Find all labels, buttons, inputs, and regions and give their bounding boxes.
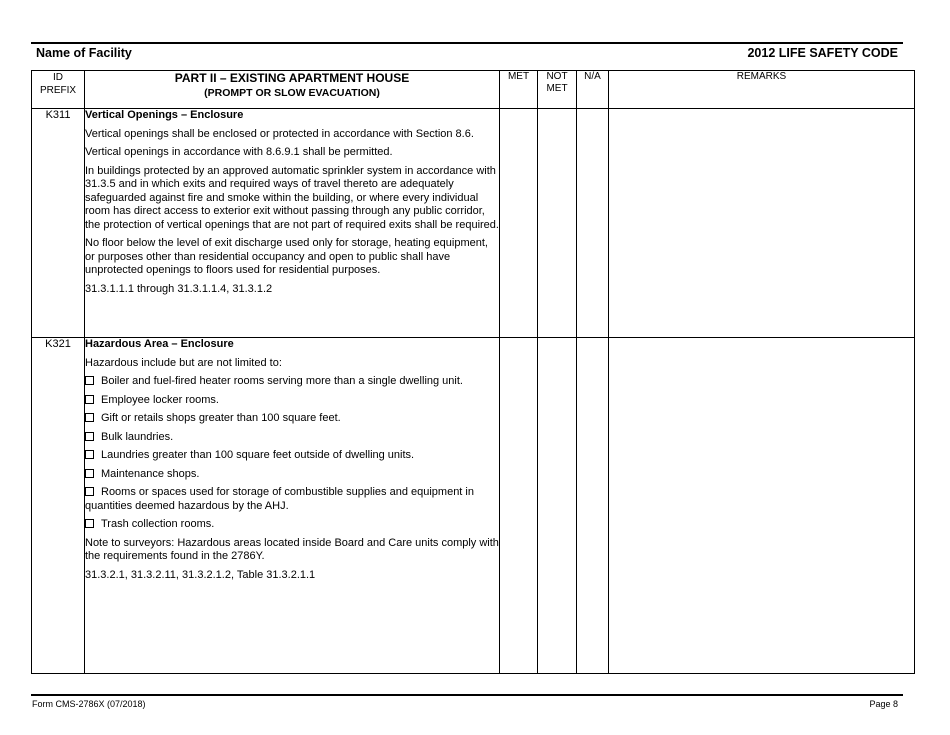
surveyor-note: Note to surveyors: Hazardous areas located inside Board and Care units comply with the requirements found in the 2786Y. — [85, 536, 499, 562]
requirement-text: No floor below the level of exit discharge used only for storage, heating equipment, or purposes other than residential occupancy and open to public shall have unprotected openings to floors used for residential purposes. — [85, 237, 488, 276]
checkbox[interactable] — [85, 413, 94, 422]
part-title: PART II – EXISTING APARTMENT HOUSE — [174, 71, 410, 85]
facility-name-label: Name of Facility — [36, 46, 132, 60]
checklist-item-label: Rooms or spaces used for storage of combustible supplies and equipment in quantities deemed hazardous by the AHJ. — [85, 486, 474, 512]
checklist-item — [85, 394, 499, 408]
code-reference: 31.3.2.1, 31.3.2.11, 31.3.2.1.2, Table 31.3.2.1.1 — [85, 568, 316, 581]
not-met-cell[interactable] — [538, 109, 577, 338]
remarks-cell[interactable] — [609, 109, 915, 338]
checklist-item — [85, 431, 499, 445]
checkbox[interactable] — [85, 432, 94, 441]
page-header — [31, 46, 903, 61]
met-cell[interactable] — [500, 338, 538, 674]
requirement-title: Vertical Openings – Enclosure — [85, 109, 244, 121]
code-reference: 31.3.1.1.1 through 31.3.1.1.4, 31.3.1.2 — [85, 282, 273, 295]
checklist-item-label: Laundries greater than 100 square feet outside of dwelling units. — [101, 449, 415, 461]
header-rule — [31, 42, 903, 44]
footer-rule — [31, 694, 903, 696]
checklist-item — [85, 518, 499, 532]
table-row-k311 — [32, 109, 915, 338]
checklist-item — [85, 375, 499, 389]
table-row-k321 — [32, 338, 915, 674]
checklist-item — [85, 486, 499, 513]
checkbox[interactable] — [85, 376, 94, 385]
checklist-item-label: Maintenance shops. — [101, 467, 200, 480]
requirement-cell — [85, 109, 500, 338]
requirement-title: Hazardous Area – Enclosure — [85, 338, 234, 350]
checklist-item-label: Bulk laundries. — [101, 430, 174, 443]
table-header-row — [32, 71, 915, 109]
na-cell[interactable] — [577, 109, 609, 338]
checklist-item-label: Gift or retails shops greater than 100 square feet. — [101, 412, 341, 424]
remarks-cell[interactable] — [609, 338, 915, 674]
form-number-label: Form CMS-2786X (07/2018) — [32, 699, 146, 709]
checklist-item-label: Boiler and fuel-fired heater rooms serving more than a single dwelling unit. — [101, 375, 463, 387]
page-number-label: Page 8 — [869, 699, 898, 709]
col-header-met: MET — [500, 71, 538, 109]
checklist-item — [85, 412, 499, 426]
prefix-label: PREFIX — [39, 85, 77, 96]
id-label: ID — [53, 72, 63, 83]
checkbox[interactable] — [85, 450, 94, 459]
checklist-item — [85, 449, 499, 463]
col-header-not-met: NOT MET — [538, 71, 577, 109]
checklist-item-label: Trash collection rooms. — [101, 518, 215, 530]
page-footer — [31, 699, 903, 710]
checkbox[interactable] — [85, 519, 94, 528]
requirement-cell — [85, 338, 500, 674]
checklist-table — [31, 70, 915, 674]
requirement-text: Vertical openings in accordance with 8.6.9.1 shall be permitted. — [85, 146, 393, 158]
id-cell: K311 — [32, 109, 85, 338]
not-met-cell[interactable] — [538, 338, 577, 674]
checkbox[interactable] — [85, 395, 94, 404]
checklist-item-label: Employee locker rooms. — [101, 393, 219, 406]
part-subtitle: (PROMPT OR SLOW EVACUATION) — [204, 87, 380, 99]
col-header-id-prefix — [32, 71, 85, 109]
id-cell: K321 — [32, 338, 85, 674]
checklist-item — [85, 468, 499, 482]
requirement-text: Vertical openings shall be enclosed or protected in accordance with Section 8.6. — [85, 127, 474, 140]
requirement-text: In buildings protected by an approved automatic sprinkler system in accordance with 31.3.5 and in which exits and required ways of travel thereto are adequately safeguarded against fire and smoke within the building, or where every individual room has direct access to exterior exit without passing through any public corridor, the protection of vertical openings that are not part of required exits shall be required. — [85, 164, 499, 231]
na-cell[interactable] — [577, 338, 609, 674]
requirement-text: Hazardous include but are not limited to: — [85, 356, 282, 369]
met-cell[interactable] — [500, 109, 538, 338]
col-header-na: N/A — [577, 71, 609, 109]
life-safety-code-title: 2012 LIFE SAFETY CODE — [747, 46, 898, 60]
checkbox[interactable] — [85, 469, 94, 478]
checkbox[interactable] — [85, 487, 94, 496]
col-header-remarks: REMARKS — [609, 71, 915, 109]
col-header-part-title — [85, 71, 500, 109]
